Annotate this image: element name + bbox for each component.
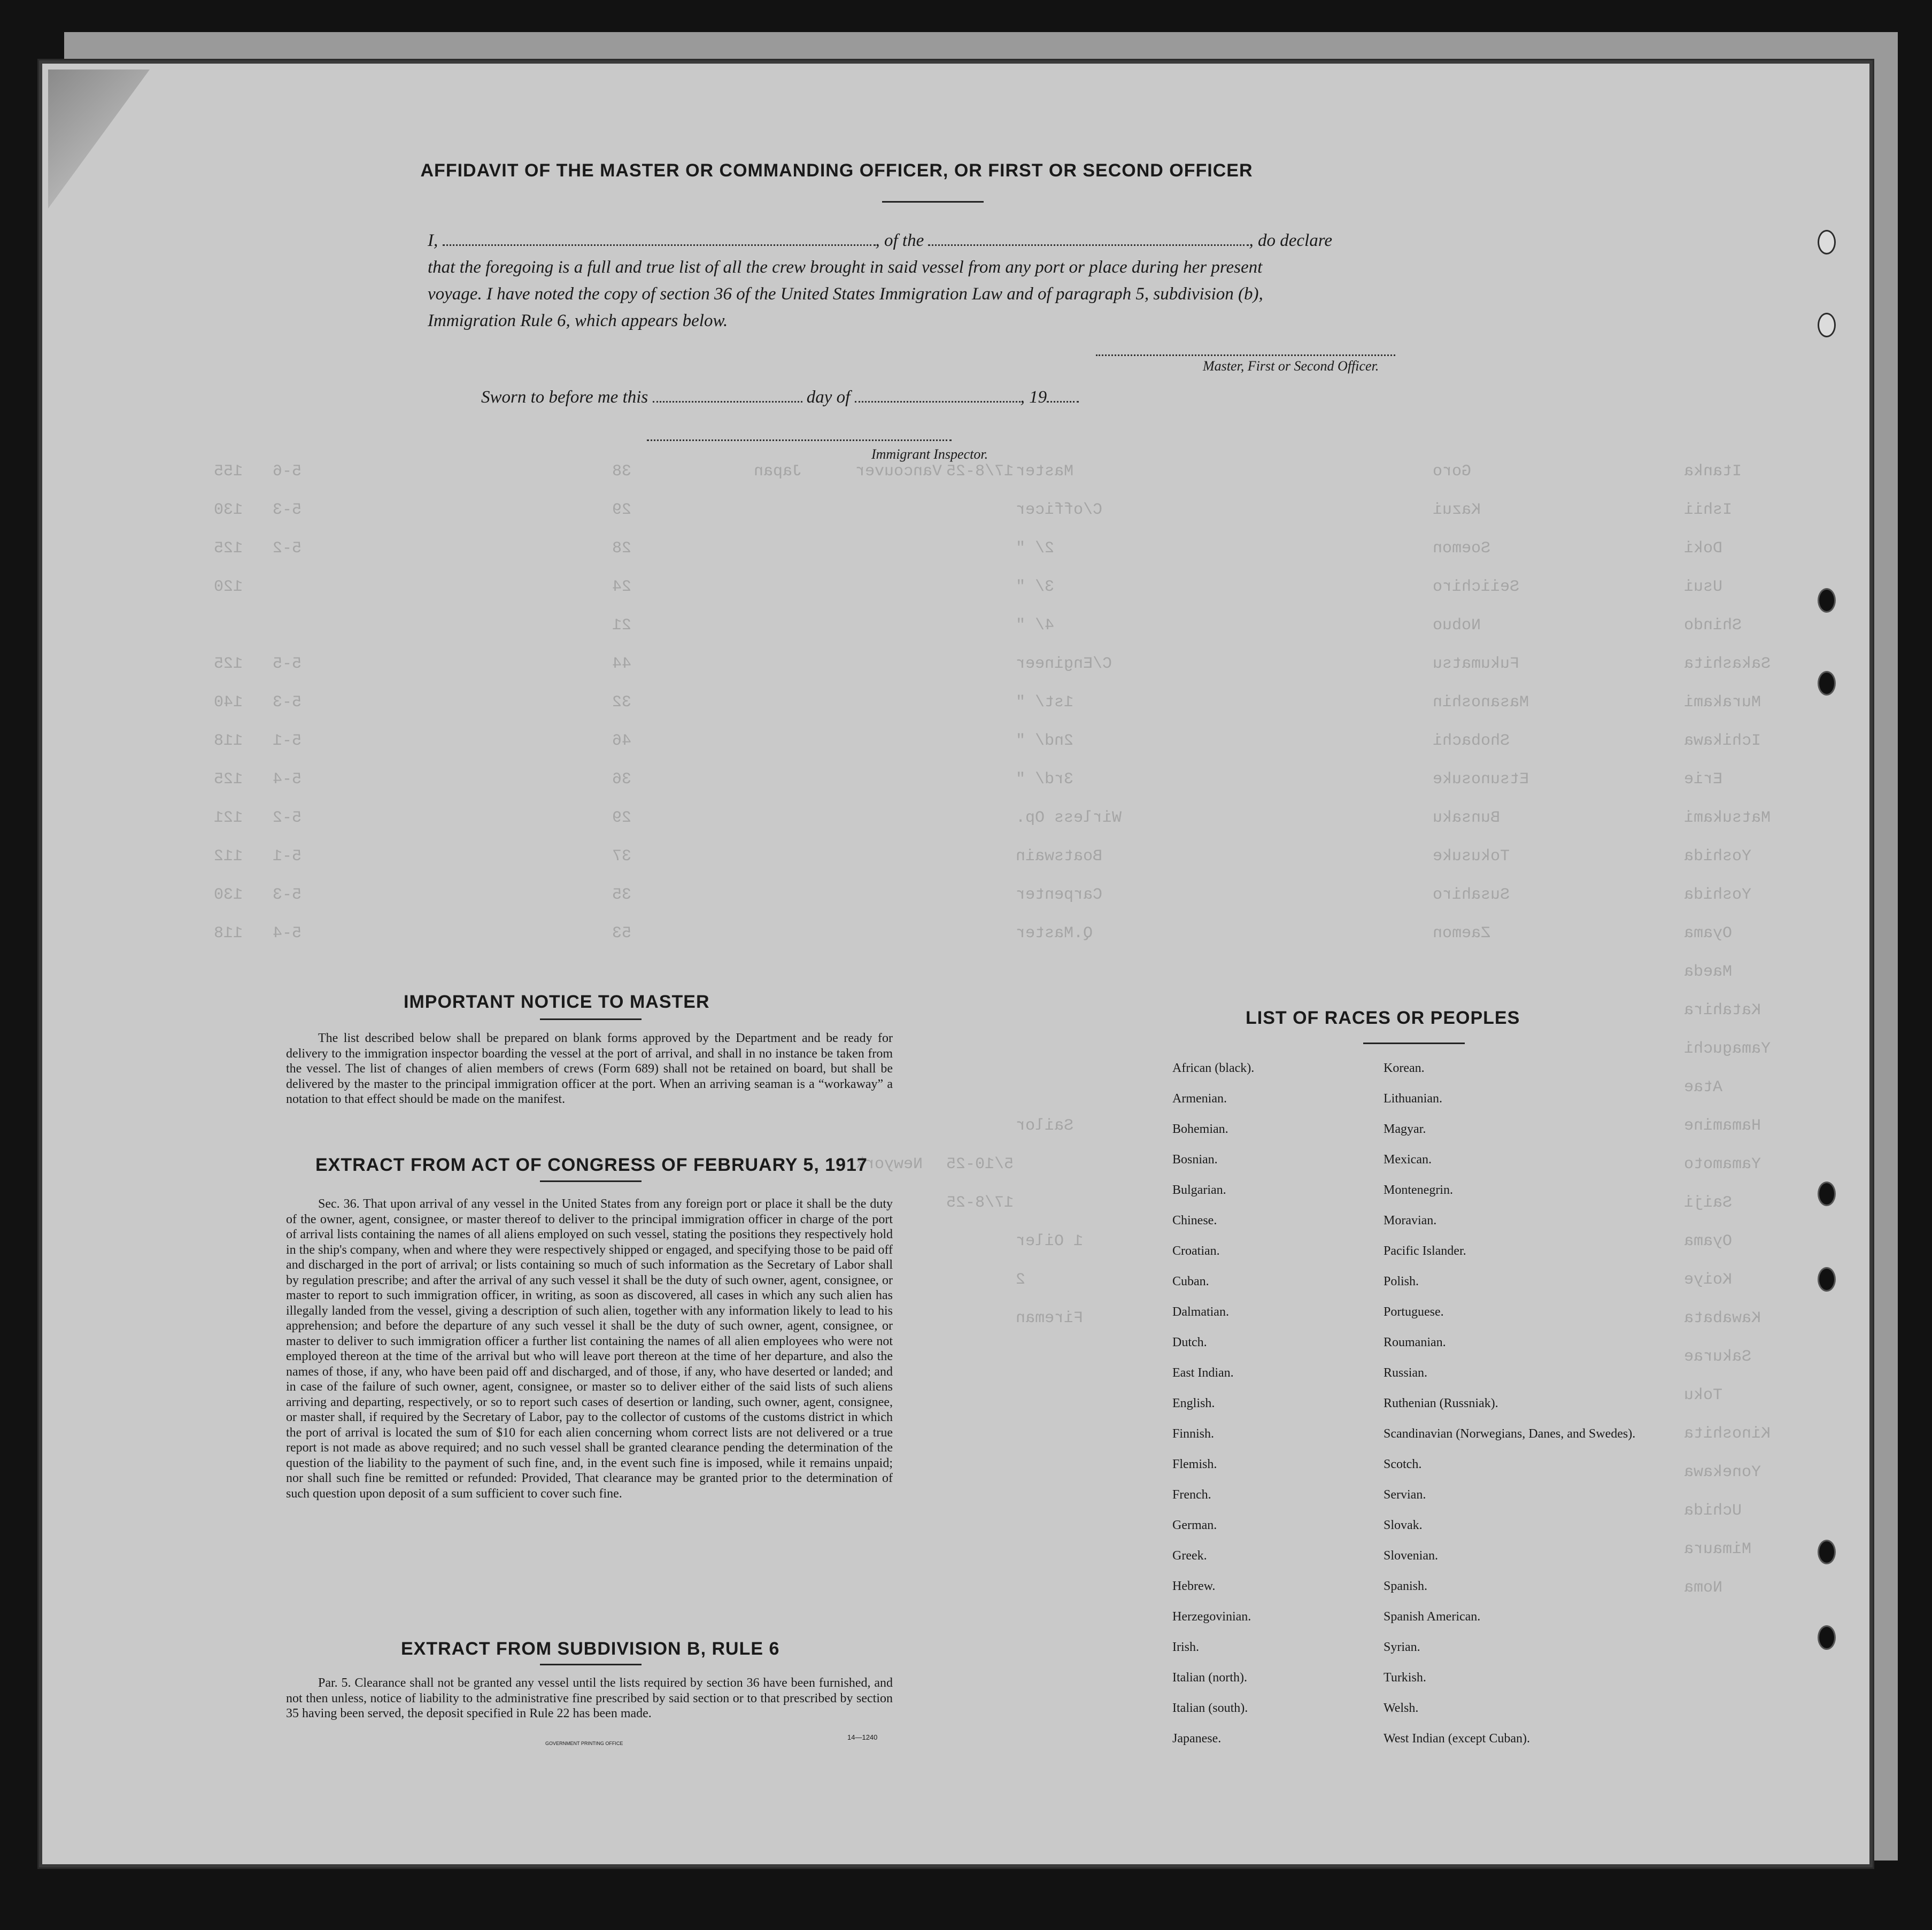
bleed-through-age: 28 — [612, 539, 632, 558]
bleed-through-name: Oyama — [1684, 1232, 1733, 1250]
bleed-through-ht: 5-2 — [273, 539, 302, 558]
bleed-through-name: Ishii — [1684, 501, 1733, 519]
punch-hole — [1818, 1182, 1836, 1206]
bleed-through-ht: 5-1 — [273, 847, 302, 866]
bleed-through-position: Wirless Op. — [1016, 809, 1122, 827]
bleed-through-name: Toku — [1684, 1386, 1723, 1404]
bleed-through-age: 21 — [612, 616, 632, 635]
race-right-item: Scotch. — [1384, 1457, 1422, 1471]
race-right-item: Montenegrin. — [1384, 1183, 1453, 1197]
bleed-through-given: Soemon — [1433, 539, 1491, 558]
race-right-item: Servian. — [1384, 1488, 1426, 1502]
bleed-through-age: 44 — [612, 655, 632, 673]
bleed-through-name: Shindo — [1684, 616, 1742, 635]
race-left-item: Herzegovinian. — [1172, 1610, 1251, 1624]
race-right-item: Ruthenian (Russniak). — [1384, 1396, 1498, 1410]
races-right-column — [1384, 1061, 1635, 1762]
name-blank — [443, 230, 876, 246]
bleed-through-age: 46 — [612, 732, 632, 750]
bleed-through-given: Fukumatsu — [1433, 655, 1520, 673]
bleed-through-wt: 121 — [214, 809, 243, 827]
year-text: , 19 — [1020, 388, 1047, 407]
punch-hole — [1818, 588, 1836, 613]
bleed-through-ht: 5-3 — [273, 886, 302, 904]
bleed-through-given: Nobuo — [1433, 616, 1481, 635]
affidavit-title: AFFIDAVIT OF THE MASTER OR COMMANDING OFFICER, OR FIRST OR SECOND OFFICER — [420, 160, 1253, 181]
bleed-through-position: 1 Oiler — [1016, 1232, 1084, 1250]
bleed-through-given: Shobachi — [1433, 732, 1510, 750]
act-heading: EXTRACT FROM ACT OF CONGRESS OF FEBRUARY 5, 1917 — [315, 1155, 868, 1175]
races-heading: LIST OF RACES OR PEOPLES — [1246, 1008, 1520, 1028]
race-left-item: English. — [1172, 1396, 1215, 1410]
signature-label: Master, First or Second Officer. — [1203, 358, 1379, 374]
form-number: 14—1240 — [847, 1733, 878, 1741]
race-right-item: Russian. — [1384, 1366, 1428, 1380]
race-right-item: Welsh. — [1384, 1701, 1419, 1715]
bleed-through-name: Saiji — [1684, 1194, 1733, 1212]
year-blank — [1047, 387, 1079, 403]
bleed-through-position: Q.Master — [1016, 924, 1093, 943]
bleed-through-date: 5/10-25 — [946, 1155, 1014, 1174]
punch-hole — [1818, 1267, 1836, 1292]
bleed-through-name: Yamaguchi — [1684, 1040, 1771, 1058]
bleed-through-date: 17/8-25 — [946, 462, 1014, 481]
bleed-through-position: Sailor — [1016, 1117, 1074, 1135]
race-right-item: Turkish. — [1384, 1671, 1426, 1685]
race-left-item: Dalmatian. — [1172, 1305, 1229, 1319]
bleed-through-name: Yonekawa — [1684, 1463, 1761, 1481]
printer-mark: GOVERNMENT PRINTING OFFICE — [545, 1741, 623, 1746]
bleed-through-age: 53 — [612, 924, 632, 943]
bleed-through-date: 17/8-25 — [946, 1194, 1014, 1212]
punch-hole — [1818, 1625, 1836, 1650]
race-right-item: Magyar. — [1384, 1122, 1426, 1136]
race-right-item: Spanish. — [1384, 1579, 1428, 1593]
bleed-through-given: Seiichiro — [1433, 578, 1520, 596]
bleed-through-ht: 5-6 — [273, 462, 302, 481]
bleed-through-name: Itanka — [1684, 462, 1742, 481]
bleed-through-name: Yoshida — [1684, 847, 1752, 866]
vessel-blank — [928, 230, 1249, 246]
bleed-through-wt: 130 — [214, 886, 243, 904]
affidavit-line-4: Immigration Rule 6, which appears below. — [428, 311, 728, 330]
bleed-through-name: Kawabata — [1684, 1309, 1761, 1327]
race-left-item: Flemish. — [1172, 1457, 1217, 1471]
rule-text: Par. 5. Clearance shall not be granted any vessel until the lists required by section 36 have been furnished, and not then unless, notice of liability to the administrative fine prescribed by said section or to that prescribed by section 35 having been served, the deposit specified in Rule 22 has been made. — [286, 1676, 893, 1720]
race-left-item: East Indian. — [1172, 1366, 1234, 1380]
race-right-item: Spanish American. — [1384, 1610, 1481, 1624]
bleed-through-position: 4/ " — [1016, 616, 1055, 635]
race-right-item: Pacific Islander. — [1384, 1244, 1466, 1258]
bleed-through-age: 29 — [612, 501, 632, 519]
race-left-item: Bosnian. — [1172, 1153, 1218, 1167]
notice-heading: IMPORTANT NOTICE TO MASTER — [404, 992, 710, 1012]
punch-hole — [1818, 671, 1836, 696]
race-right-item: Portuguese. — [1384, 1305, 1444, 1319]
race-left-item: Bulgarian. — [1172, 1183, 1226, 1197]
race-right-item: Syrian. — [1384, 1640, 1420, 1654]
bleed-through-name: Matsukami — [1684, 809, 1771, 827]
rule-underline — [540, 1664, 642, 1665]
bleed-through-name: Erie — [1684, 770, 1723, 789]
race-left-item: Cuban. — [1172, 1275, 1209, 1288]
bleed-through-name: Doki — [1684, 539, 1723, 558]
race-right-item: Lithuanian. — [1384, 1092, 1442, 1106]
bleed-through-wt: 118 — [214, 732, 243, 750]
bleed-through-age: 38 — [612, 462, 632, 481]
bleed-through-name: Yoshida — [1684, 886, 1752, 904]
bleed-through-position: 2nd/ " — [1016, 732, 1074, 750]
bleed-through-name: Usui — [1684, 578, 1723, 596]
bleed-through-port: Newyork — [855, 1155, 923, 1174]
race-right-item: Korean. — [1384, 1061, 1425, 1075]
race-left-item: German. — [1172, 1518, 1217, 1532]
bleed-through-position: Master — [1016, 462, 1074, 481]
race-right-item: West Indian (except Cuban). — [1384, 1732, 1530, 1746]
race-left-item: French. — [1172, 1488, 1211, 1502]
affidavit-line-1 — [428, 227, 1438, 254]
bleed-through-wt: 125 — [214, 770, 243, 789]
bleed-through-position: 2/ " — [1016, 539, 1055, 558]
race-right-item: Mexican. — [1384, 1153, 1432, 1167]
affidavit-line-2: that the foregoing is a full and true list of all the crew brought in said vessel from any port or place during her present — [428, 258, 1263, 277]
punch-hole — [1818, 230, 1836, 254]
race-left-item: Italian (north). — [1172, 1671, 1247, 1685]
race-right-item: Scandinavian (Norwegians, Danes, and Swedes). — [1384, 1427, 1636, 1441]
race-right-item: Slovak. — [1384, 1518, 1423, 1532]
bleed-through-name: Noma — [1684, 1579, 1723, 1597]
race-left-item: Hebrew. — [1172, 1579, 1216, 1593]
bleed-through-age: 29 — [612, 809, 632, 827]
bleed-through-age: 35 — [612, 886, 632, 904]
bleed-through-ht: 5-1 — [273, 732, 302, 750]
month-blank — [855, 387, 1021, 403]
bleed-through-name: Atae — [1684, 1078, 1723, 1097]
bleed-through-name: Maeda — [1684, 963, 1733, 981]
bleed-through-given: Kazui — [1433, 501, 1481, 519]
bleed-through-wt: 112 — [214, 847, 243, 866]
race-left-item: Croatian. — [1172, 1244, 1220, 1258]
day-blank — [653, 387, 802, 403]
bleed-through-port: Vancouver — [855, 462, 942, 481]
bleed-through-position: C/officer — [1016, 501, 1103, 519]
punch-hole — [1818, 1540, 1836, 1564]
affidavit-of-the: , of the — [875, 231, 924, 250]
bleed-through-wt: 120 — [214, 578, 243, 596]
bleed-through-age: 37 — [612, 847, 632, 866]
bleed-through-age: 32 — [612, 693, 632, 712]
inspector-line — [647, 439, 952, 441]
race-left-item: Chinese. — [1172, 1214, 1217, 1228]
bleed-through-position: 2 — [1016, 1271, 1026, 1289]
bleed-through-name: Murakami — [1684, 693, 1761, 712]
bleed-through-ht: 5-5 — [273, 655, 302, 673]
bleed-through-given: Goro — [1433, 462, 1472, 481]
bleed-through-position: 3/ " — [1016, 578, 1055, 596]
bleed-through-wt: 130 — [214, 501, 243, 519]
bleed-through-given: Susahiro — [1433, 886, 1510, 904]
bleed-through-ht: 5-4 — [273, 770, 302, 789]
day-of-text: day of — [806, 388, 851, 407]
bleed-through-ht: 5-2 — [273, 809, 302, 827]
bleed-through-position: C/Engineer — [1016, 655, 1112, 673]
notice-text: The list described below shall be prepared on blank forms approved by the Department and be ready for delivery to the immigration inspector boarding the vessel at the port of arrival, and shall in no instance be taken from the vessel. The list of changes of alien members of crews (Form 689) shall not be retained on board, but shall be delivered by the master to the principal immigration officer at the port. When an arriving seaman is a “workaway” a notation to that effect should be made on the manifest. — [286, 1031, 893, 1106]
bleed-through-country: Japan — [754, 462, 802, 481]
bleed-through-position: Carpenter — [1016, 886, 1103, 904]
race-right-item: Polish. — [1384, 1275, 1419, 1288]
sworn-line — [481, 384, 1491, 411]
bleed-through-name: Sakurae — [1684, 1348, 1752, 1366]
signature-line — [1096, 354, 1395, 356]
bleed-through-name: Hamamine — [1684, 1117, 1761, 1135]
race-right-item: Roumanian. — [1384, 1335, 1446, 1349]
bleed-through-position: 1st/ " — [1016, 693, 1074, 712]
race-left-item: Japanese. — [1172, 1732, 1222, 1746]
rule-heading: EXTRACT FROM SUBDIVISION B, RULE 6 — [401, 1639, 780, 1659]
act-underline — [540, 1180, 642, 1182]
bleed-through-ht: 5-3 — [273, 501, 302, 519]
bleed-through-name: Mimaura — [1684, 1540, 1752, 1558]
bleed-through-wt: 140 — [214, 693, 243, 712]
bleed-through-name: Uchida — [1684, 1502, 1742, 1520]
races-underline — [1363, 1043, 1465, 1044]
act-text: Sec. 36. That upon arrival of any vessel in the United States from any foreign port or place it shall be the duty of the owner, agent, consignee, or master thereof to deliver to the principal immigration officer in charge of the port of arrival lists containing the names of all aliens employed on such vessel, stating the positions they respectively hold in the ship's company, when and where they were respectively shipped or engaged, and specifying those to be paid off and discharged in the port of arrival; or lists containing so much of such information as the Secretary of Labor shall by regulation prescribe; and after the arrival of any such vessel it shall be the duty of such owner, agent, consignee, or master to report to such immigration officer, in writing, as soon as discovered, all cases in which any such alien has illegally landed from the vessel, giving a description of such alien, together with any information likely to lead to his apprehension; and before the departure of any such vessel it shall be the duty of such owner, agent, consignee, or master to deliver to such immigration officer a further list containing the names of all alien employees who were not employed thereon at the time of the arrival but who will leave port thereon at the time of her departure, and also the names of those, if any, who have been paid off and discharged, and of those, if any, who have deserted or landed; and in case of the failure of such owner, agent, consignee, or master so to deliver either of the said lists of such aliens arriving and departing, respectively, or so to report such cases of desertion or landing, such owner, agent, consignee, or master shall, if required by the Secretary of Labor, pay to the collector of customs of the customs district in which the port of arrival is located the sum of $10 for each alien concerning whom correct lists are not delivered or a true report is not made as above required; and no such vessel shall be granted clearance pending the determination of the question of the liability to the payment of such fine, and, in the event such fine is imposed, while it remains unpaid; nor shall such fine be remitted or refunded: Provided, That clearance may be granted prior to the determination of such question upon deposit of a sum sufficient to cover such fine. — [286, 1197, 893, 1501]
race-left-item: Greek. — [1172, 1549, 1207, 1563]
bleed-through-position: Boatswain — [1016, 847, 1103, 866]
bleed-through-age: 24 — [612, 578, 632, 596]
race-left-item: Italian (south). — [1172, 1701, 1248, 1715]
affidavit-declare: , do declare — [1249, 231, 1332, 250]
bleed-through-name: Kinoshita — [1684, 1425, 1771, 1443]
affidavit-line-3: voyage. I have noted the copy of section 36 of the United States Immigration Law and of paragraph 5, subdivision (b), — [428, 284, 1263, 304]
bleed-through-name: Koiye — [1684, 1271, 1733, 1289]
punch-hole — [1818, 313, 1836, 337]
affidavit-i: I, — [428, 231, 438, 250]
bleed-through-position: Fireman — [1016, 1309, 1084, 1327]
race-left-item: African (black). — [1172, 1061, 1255, 1075]
bleed-through-given: Zaemon — [1433, 924, 1491, 943]
bleed-through-given: Tokusuke — [1433, 847, 1510, 866]
bleed-through-wt: 155 — [214, 462, 243, 481]
bleed-through-wt: 125 — [214, 655, 243, 673]
bleed-through-ht: 5-4 — [273, 924, 302, 943]
race-left-item: Dutch. — [1172, 1335, 1207, 1349]
bleed-through-age: 36 — [612, 770, 632, 789]
sworn-text: Sworn to before me this — [481, 388, 648, 407]
bleed-through-ht: 5-3 — [273, 693, 302, 712]
bleed-through-name: Oyama — [1684, 924, 1733, 943]
bleed-through-name: Katahira — [1684, 1001, 1761, 1020]
race-left-item: Irish. — [1172, 1640, 1199, 1654]
bleed-through-given: Bunsaku — [1433, 809, 1501, 827]
race-left-item: Bohemian. — [1172, 1122, 1228, 1136]
bleed-through-name: Ichikawa — [1684, 732, 1761, 750]
bleed-through-wt: 125 — [214, 539, 243, 558]
race-left-item: Armenian. — [1172, 1092, 1227, 1106]
race-right-item: Moravian. — [1384, 1214, 1437, 1228]
bleed-through-position: 3rd/ " — [1016, 770, 1074, 789]
bleed-through-name: Sakashita — [1684, 655, 1771, 673]
notice-underline — [540, 1018, 642, 1020]
bleed-through-given: Etsunosuke — [1433, 770, 1529, 789]
race-right-item: Slovenian. — [1384, 1549, 1438, 1563]
bleed-through-name: Yamamoto — [1684, 1155, 1761, 1174]
title-underline — [882, 201, 984, 203]
races-left-column — [1172, 1061, 1254, 1762]
inspector-label: Immigrant Inspector. — [871, 446, 988, 462]
bleed-through-wt: 118 — [214, 924, 243, 943]
race-left-item: Finnish. — [1172, 1427, 1215, 1441]
bleed-through-given: Masanoshin — [1433, 693, 1529, 712]
